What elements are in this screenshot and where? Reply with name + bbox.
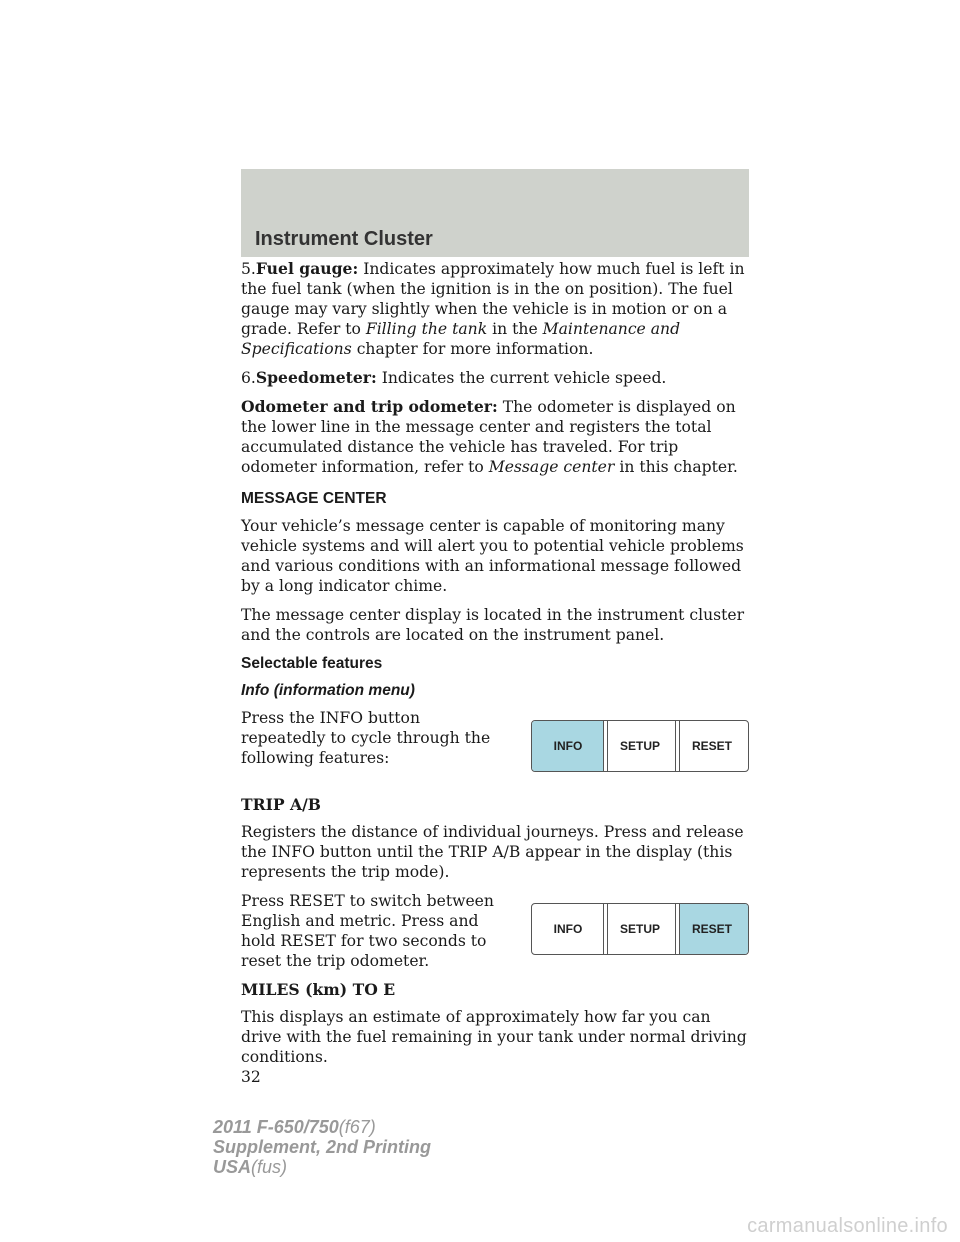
site-watermark: carmanualsonline.info [747, 1215, 948, 1237]
setup-button: SETUP [604, 721, 676, 771]
control-panel-illustration-info [531, 720, 749, 772]
chapter-header-band [241, 169, 749, 257]
item-number: 6. [241, 369, 256, 387]
info-button: INFO [532, 721, 604, 771]
trip-ab-heading: TRIP A/B [241, 795, 321, 814]
maintenance-reference: Maintenance and Specifications [241, 320, 681, 358]
odometer-paragraph: Odometer and trip odometer: The odometer is displayed on the lower line in the message center and registers the total accumulated distance the vehicle has traveled. For trip odometer information, refer to Message center in this chapter. [241, 397, 738, 476]
message-center-reference: Message center [488, 458, 615, 476]
speedometer-label: Speedometer: [255, 368, 377, 387]
info-button: INFO [553, 922, 583, 936]
info-row [241, 708, 751, 777]
odometer-label: Odometer and trip odometer: [241, 397, 498, 416]
page-content [241, 259, 751, 1087]
reset-row [241, 891, 751, 980]
reset-button: RESET [676, 721, 748, 771]
print-footer: 2011 F-650/750(f67) Supplement, 2nd Printing USA(fus) [213, 1117, 432, 1177]
trip-ab-paragraph: Registers the distance of individual journeys. Press and release the INFO button until the TRIP A/B appear in the display (this represents the trip mode). [241, 823, 744, 881]
reset-instructions: Press RESET to switch between English and metric. Press and hold RESET for two seconds to reset the trip odometer. [241, 892, 494, 970]
fuel-gauge-label: Fuel gauge: [255, 259, 359, 278]
info-menu-heading: Info (information menu) [241, 682, 415, 699]
message-center-para-1: Your vehicle’s message center is capable of monitoring many vehicle systems and will alert you to potential vehicle problems and various conditions with an informational message followed by a long indicator chime. [241, 517, 744, 595]
item-number: 5. [241, 260, 256, 278]
message-center-para-2: The message center display is located in the instrument cluster and the controls are located on the instrument panel. [241, 606, 745, 644]
setup-button: SETUP [604, 904, 676, 954]
chapter-title: Instrument Cluster [255, 228, 433, 250]
reset-button: RESET [676, 904, 748, 954]
info-instructions: Press the INFO button repeatedly to cycle through the following features: [241, 709, 491, 767]
fuel-gauge-paragraph: 5.Fuel gauge: Indicates approximately how much fuel is left in the fuel tank (when the ignition is in the on position). The fuel gauge may vary slightly when the vehicle is in motion or on a grade. Refer to Filling the tank in the Maintenance and Specifications chapter for more information. [241, 259, 745, 358]
miles-to-e-heading: MILES (km) TO E [241, 980, 396, 999]
selectable-features-heading: Selectable features [241, 655, 383, 672]
message-center-heading: MESSAGE CENTER [241, 490, 387, 507]
control-panel-illustration-reset [531, 903, 749, 955]
miles-to-e-paragraph: This displays an estimate of approximately how far you can drive with the fuel remaining in your tank under normal driving conditions. [241, 1008, 747, 1066]
speedometer-paragraph: 6.Speedometer: Indicates the current vehicle speed. [241, 368, 667, 387]
filling-the-tank-reference: Filling the tank [365, 320, 488, 338]
page-number: 32 [241, 1068, 261, 1086]
